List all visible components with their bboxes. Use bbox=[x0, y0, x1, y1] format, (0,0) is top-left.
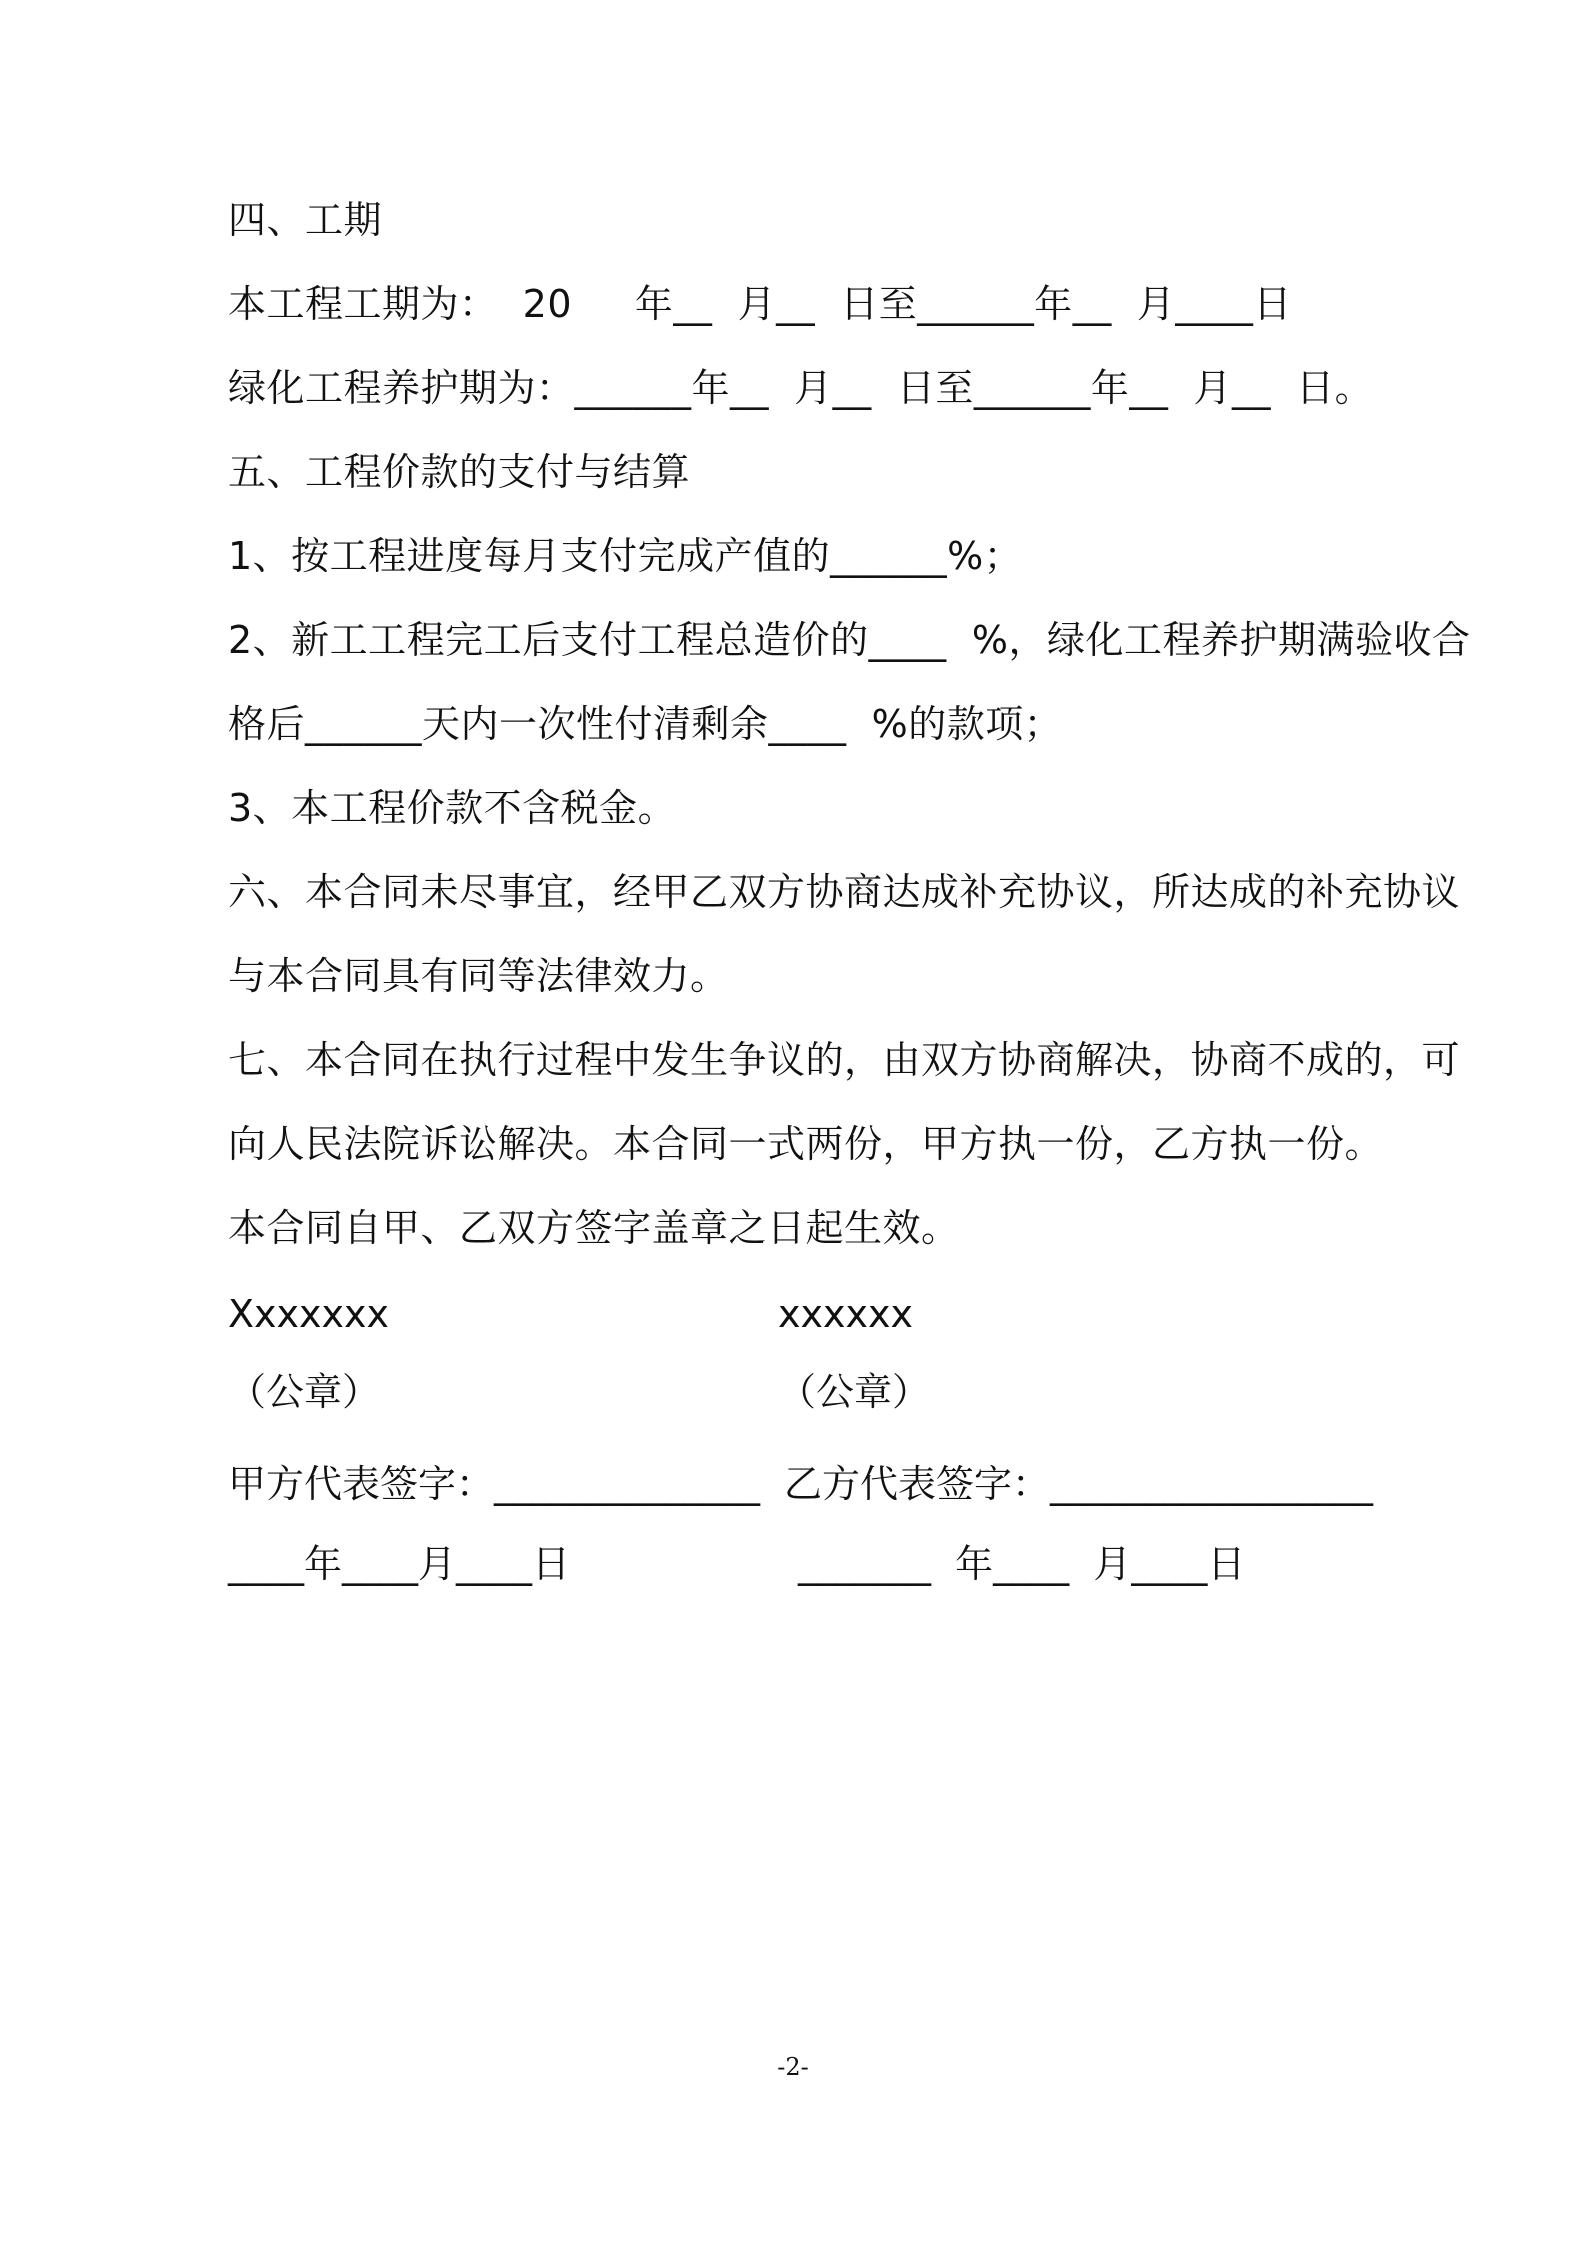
maintenance-period-line: 绿化工程养护期为：______年__ 月__ 日至______年__ 月__ 日。 bbox=[228, 366, 1374, 410]
party-a-seal: （公章） bbox=[228, 1370, 381, 1414]
section-5-heading: 五、工程价款的支付与结算 bbox=[228, 450, 691, 494]
party-a-rep-signature: 甲方代表签字：______________ bbox=[228, 1462, 761, 1506]
payment-item-2-line-1: 2、新工工程完工后支付工程总造价的____ %，绿化工程养护期满验收合 bbox=[228, 618, 1471, 662]
section-6-line-1: 六、本合同未尽事宜，经甲乙双方协商达成补充协议，所达成的补充协议 bbox=[228, 870, 1461, 914]
party-b-date: _______ 年____ 月____日 bbox=[798, 1542, 1246, 1586]
party-a-name: Xxxxxxx bbox=[228, 1292, 389, 1336]
party-b-name: xxxxxx bbox=[778, 1292, 913, 1336]
effective-clause: 本合同自甲、乙双方签字盖章之日起生效。 bbox=[228, 1206, 960, 1250]
section-7-line-2: 向人民法院诉讼解决。本合同一式两份，甲方执一份，乙方执一份。 bbox=[228, 1122, 1384, 1166]
page-number: -2- bbox=[777, 2053, 809, 2081]
party-b-rep-signature: 乙方代表签字：_________________ bbox=[784, 1462, 1374, 1506]
section-7-line-1: 七、本合同在执行过程中发生争议的，由双方协商解决，协商不成的，可 bbox=[228, 1038, 1461, 1082]
payment-item-2-line-2: 格后______天内一次性付清剩余____ %的款项； bbox=[228, 702, 1063, 746]
section-4-heading: 四、工期 bbox=[228, 198, 383, 242]
payment-item-3: 3、本工程价款不含税金。 bbox=[228, 786, 677, 830]
construction-period-line: 本工程工期为： 20 年__ 月__ 日至______年__ 月____日 bbox=[228, 282, 1292, 326]
party-b-seal: （公章） bbox=[778, 1370, 931, 1414]
section-6-line-2: 与本合同具有同等法律效力。 bbox=[228, 954, 729, 998]
party-a-date: ____年____月____日 bbox=[228, 1542, 571, 1586]
payment-item-1: 1、按工程进度每月支付完成产值的______%； bbox=[228, 534, 1023, 578]
